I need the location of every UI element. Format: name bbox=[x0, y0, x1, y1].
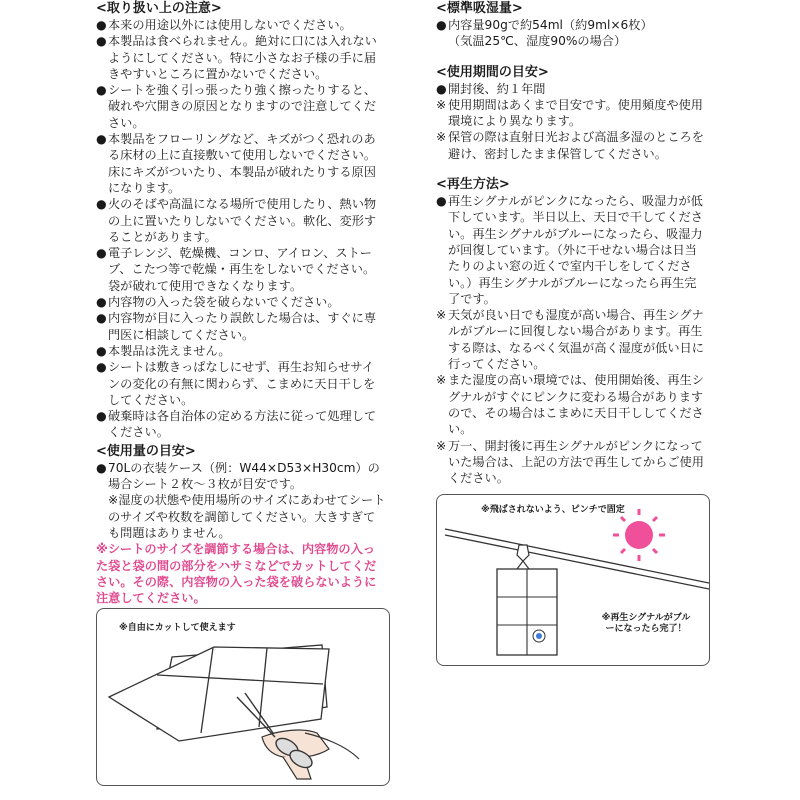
list-item: ● シートは敷きっぱなしにせず、再生お知らせサインの変化の有無に関わらず、こまめに天日干しをしてください。 bbox=[96, 360, 376, 407]
list-item: ● 電子レンジ、乾燥機、コンロ、アイロン、ストーブ、こたつ等で乾燥・再生をしないでください。袋が破れて使用できなくなります。 bbox=[96, 246, 376, 293]
list-item: ● 内容量90gで約54ml（約9ml×6枚） bbox=[436, 18, 653, 32]
list-item: ● 内容物が目に入ったり誤飲した場合は、すぐに専門医に相談してください。 bbox=[96, 311, 377, 342]
period-heading: <使用期間の目安> bbox=[436, 64, 549, 80]
usage-note: ※湿度の状態や使用場所のサイズにあわせてシートのサイズや枚数を調節してください。大きすぎても問題はありません。 bbox=[108, 493, 386, 540]
clip-caption: ※飛ばされないよう、ピンチで固定 bbox=[481, 505, 625, 515]
sheet-scissors-icon bbox=[97, 609, 389, 785]
list-item: ● 火のそばや高温になる場所で使用したり、熱い物の上に置いたりしないでください。軟化、変形することがあります。 bbox=[96, 197, 377, 244]
hanging-sheet-icon bbox=[437, 495, 709, 665]
list-item: ● 破棄時は各自治体の定める方法に従って処理してください。 bbox=[96, 409, 377, 440]
left-column bbox=[96, 0, 386, 606]
absorption-heading: <標準吸湿量> bbox=[436, 1, 523, 16]
list-item: ● シートを強く引っ張ったり強く擦ったりすると、破れや穴開きの原因となりますので注意してください。 bbox=[96, 83, 377, 130]
list-item: ● 内容物の入った袋を破らないでください。 bbox=[96, 295, 340, 310]
list-item: （気温25℃、湿度90%の場合） bbox=[448, 34, 627, 49]
list-item: ※ また湿度の高い環境では、使用開始後、再生シグナルがすぐにピンクに変わる場合がありますので、その場合はこまめに天日干ししてください。 bbox=[436, 373, 704, 437]
regen-heading: <再生方法> bbox=[436, 177, 510, 193]
list-item: ● 本製品は食べられません。絶対に口には入れないようにしてください。特に小さなお子様の手に届きやすいところに置かないでください。 bbox=[96, 34, 377, 81]
drying-illustration bbox=[436, 494, 710, 666]
usage-heading: <使用量の目安> bbox=[96, 443, 196, 459]
sun-icon bbox=[613, 509, 665, 561]
cut-caption: ※自由にカットして使えます bbox=[119, 623, 236, 633]
list-item: ※ 万一、開封後に再生シグナルがピンクになっていた場合は、上記の方法で再生してからご使用ください。 bbox=[436, 438, 704, 486]
list-item: ● 本製品は洗えません。 bbox=[96, 343, 231, 358]
list-item: ● 本製品をフローリングなど、キズがつく恐れのある床材の上に直接敷いて使用しないでください。床にキズがついたり、本製品が破れたりする原因になります。 bbox=[96, 132, 377, 195]
right-column bbox=[436, 0, 708, 486]
handling-heading: <取り扱い上の注意> bbox=[96, 1, 222, 16]
handling-list bbox=[96, 17, 386, 441]
list-item: ※ 保管の際は直射日光および高温多湿のところを避け、密封したまま保管してください。 bbox=[436, 130, 704, 161]
cut-illustration bbox=[96, 608, 390, 786]
list-item: ● 本来の用途以外には使用しないでください。 bbox=[96, 18, 352, 32]
signal-caption: ※再生シグナルがブルーになったら完了！ bbox=[601, 613, 691, 634]
list-item: ※ 天気が良い日でも湿度が高い場合、再生シグナルがブルーに回復しない場合があります。再生する際は、なるべく気温が高く湿度が低い日に行ってください。 bbox=[436, 308, 704, 372]
list-item: ● 再生シグナルがピンクになったら、吸湿力が低下しています。半日以上、天日で干してください。再生シグナルがブルーになったら、吸湿力が回復しています。（外に干せない場合は日当たりのよい窓の近くで室内干しをしてください。）再生シグナルがブルーになったら再生完了です。 bbox=[436, 194, 703, 306]
pink-cut-note: ※シートのサイズを調節する場合は、内容物の入った袋と袋の間の部分をハサミなどでカットしてください。その際、内容物の入った袋を破らないように注意してください。 bbox=[96, 542, 377, 606]
usage-line: ● 70Lの衣装ケース（例：W44×D53×H30cm）の場合シート２枚〜３枚が目安です。 bbox=[96, 460, 380, 492]
list-item: ● 開封後、約１年間 bbox=[436, 81, 546, 96]
list-item: ※ 使用期間はあくまで目安です。使用頻度や使用環境により異なります。 bbox=[436, 97, 703, 129]
